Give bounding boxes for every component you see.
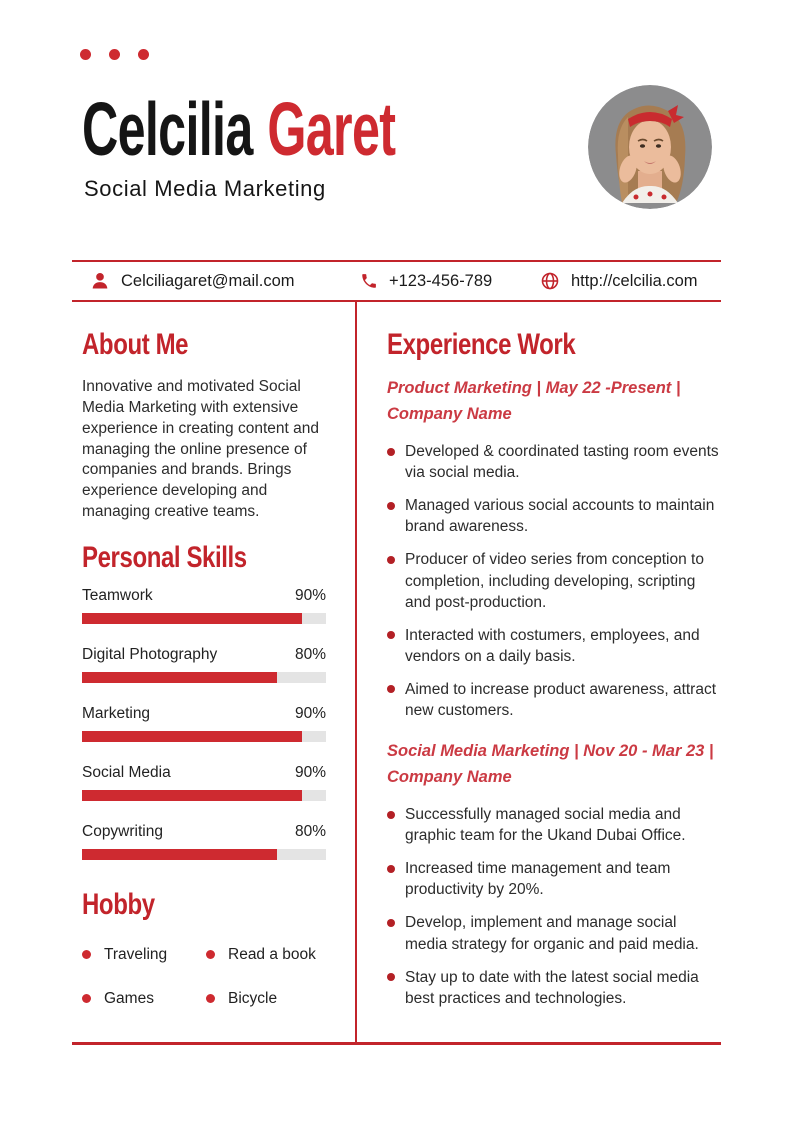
red-dot xyxy=(138,49,149,60)
about-me-heading: About Me xyxy=(82,328,189,361)
skill-row-copywriting xyxy=(82,823,326,860)
last-name: Garet xyxy=(267,87,396,171)
hobby-label: Bicycle xyxy=(228,989,278,1007)
skill-percent: 90% xyxy=(294,586,326,604)
skill-bar-track xyxy=(82,672,326,683)
hobby-label: Games xyxy=(104,989,154,1007)
bullet-dot-icon xyxy=(206,994,215,1003)
first-name: Celcilia xyxy=(82,87,253,171)
column-divider-line xyxy=(355,302,357,1043)
profile-photo xyxy=(588,85,712,209)
skill-row-digital-photography xyxy=(82,646,326,683)
contact-phone[interactable] xyxy=(360,262,492,300)
woman-portrait-illustration xyxy=(588,85,712,209)
skill-bar-fill xyxy=(82,849,277,860)
skill-bar-track xyxy=(82,731,326,742)
contact-email[interactable] xyxy=(90,262,295,300)
skill-label: Marketing xyxy=(82,704,151,722)
job-title-social-media-marketing: Social Media Marketing | Nov 20 - Mar 23 | Company Name xyxy=(387,741,714,786)
skill-row-marketing xyxy=(82,705,326,742)
skill-label: Copywriting xyxy=(82,822,163,840)
website-text: http://celcilia.com xyxy=(571,271,698,290)
bottom-rule-line xyxy=(72,1042,721,1045)
about-me-text: Innovative and motivated Social Media Marketing with extensive experience in creating content and managing the online presence of companies and brands. Brings experience developing and managing creative teams. xyxy=(82,378,319,521)
right-column xyxy=(387,318,719,1021)
skill-bar-track xyxy=(82,790,326,801)
experience-bullet: Managed various social accounts to maintain brand awareness. xyxy=(387,495,719,537)
person-icon xyxy=(90,271,110,291)
left-column xyxy=(82,318,326,1008)
job-bullet-list xyxy=(387,804,719,1009)
experience-bullet: Developed & coordinated tasting room events via social media. xyxy=(387,441,719,483)
globe-icon xyxy=(540,271,560,291)
hobby-list xyxy=(82,946,326,1008)
skill-percent: 80% xyxy=(294,822,326,840)
experience-bullet: Increased time management and team productivity by 20%. xyxy=(387,858,719,900)
skill-percent: 90% xyxy=(294,704,326,722)
experience-bullet: Aimed to increase product awareness, attract new customers. xyxy=(387,679,719,721)
hobby-label: Traveling xyxy=(104,945,168,963)
hobby-item-bicycle xyxy=(206,990,326,1008)
hobby-item-games xyxy=(82,990,206,1008)
job-bullet-list xyxy=(387,441,719,721)
experience-bullet: Producer of video series from conception to completion, including developing, scripting and post-production. xyxy=(387,549,719,612)
decorative-dots xyxy=(80,49,149,60)
bullet-dot-icon xyxy=(82,994,91,1003)
bullet-dot-icon xyxy=(206,950,215,959)
skill-percent: 80% xyxy=(294,645,326,663)
contact-bar xyxy=(72,260,721,302)
job-title-product-marketing: Product Marketing | May 22 -Present | Company Name xyxy=(387,379,681,423)
hobby-label: Read a book xyxy=(228,945,316,963)
contact-website[interactable] xyxy=(540,262,698,300)
email-text: Celciliagaret@mail.com xyxy=(121,271,295,290)
skill-bar-track xyxy=(82,849,326,860)
hobby-heading: Hobby xyxy=(82,887,155,921)
skill-label: Teamwork xyxy=(82,586,153,604)
skill-bar-fill xyxy=(82,613,302,624)
phone-icon xyxy=(360,272,378,290)
red-dot xyxy=(80,49,91,60)
phone-text: +123-456-789 xyxy=(389,271,493,290)
person-name xyxy=(82,87,396,171)
experience-bullet: Stay up to date with the latest social media best practices and technologies. xyxy=(387,967,719,1009)
skill-bar-fill xyxy=(82,790,302,801)
skill-row-teamwork xyxy=(82,587,326,624)
experience-bullet: Develop, implement and manage social media strategy for organic and paid media. xyxy=(387,912,719,954)
hobby-item-read-a-book xyxy=(206,946,326,964)
hobby-item-traveling xyxy=(82,946,206,964)
skill-label: Digital Photography xyxy=(82,645,218,663)
experience-work-heading: Experience Work xyxy=(387,328,576,361)
skill-bar-fill xyxy=(82,731,302,742)
bullet-dot-icon xyxy=(82,950,91,959)
skill-bar-track xyxy=(82,613,326,624)
job-role-subtitle: Social Media Marketing xyxy=(84,176,326,201)
red-dot xyxy=(109,49,120,60)
personal-skills-heading: Personal Skills xyxy=(82,540,247,574)
skill-percent: 90% xyxy=(294,763,326,781)
experience-bullet: Successfully managed social media and graphic team for the Ukand Dubai Office. xyxy=(387,804,719,846)
experience-bullet: Interacted with costumers, employees, and vendors on a daily basis. xyxy=(387,625,719,667)
skill-label: Social Media xyxy=(82,763,171,781)
skill-row-social-media xyxy=(82,764,326,801)
skill-bar-fill xyxy=(82,672,277,683)
